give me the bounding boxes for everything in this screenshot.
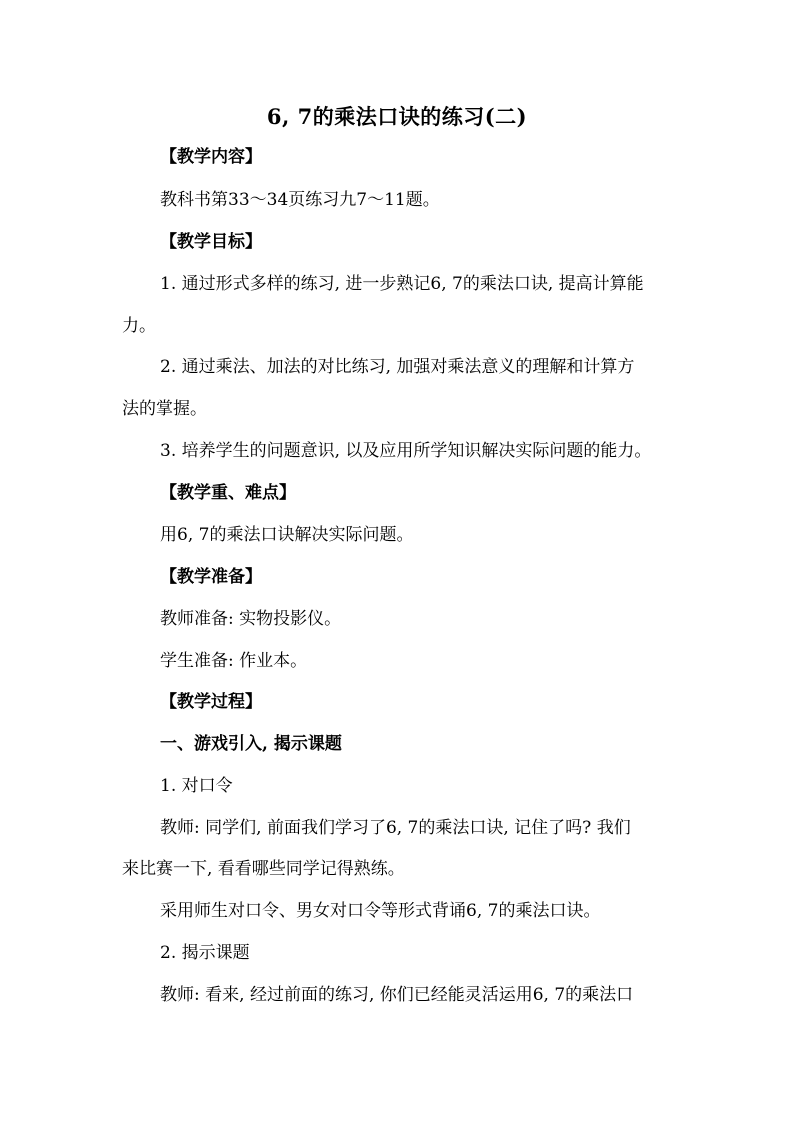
goal-3: 3. 培养学生的问题意识, 以及应用所学知识解决实际问题的能力。	[160, 441, 652, 461]
heading-preparation: 【教学准备】	[160, 567, 262, 587]
paragraph-student-prep: 学生准备: 作业本。	[160, 651, 308, 671]
document-title: 6, 7的乘法口诀的练习(二)	[266, 104, 528, 129]
section-heading-game-intro: 一、游戏引入, 揭示课题	[160, 734, 342, 754]
goal-1-line-1: 1. 通过形式多样的练习, 进一步熟记6, 7的乘法口诀, 提高计算能	[160, 274, 644, 294]
heading-key-points: 【教学重、难点】	[160, 483, 296, 503]
goal-1-line-2: 力。	[122, 316, 156, 336]
paragraph-textbook-pages: 教科书第33～34页练习九7～11题。	[160, 190, 440, 210]
teacher-dialogue-1-line-2: 来比赛一下, 看看哪些同学记得熟练。	[122, 859, 405, 879]
heading-teaching-process: 【教学过程】	[160, 692, 262, 712]
goal-2-line-1: 2. 通过乘法、加法的对比练习, 加强对乘法意义的理解和计算方	[160, 357, 635, 377]
subheading-rhyme-game: 1. 对口令	[160, 776, 233, 796]
heading-teaching-goals: 【教学目标】	[160, 232, 262, 252]
subheading-reveal-topic: 2. 揭示课题	[160, 943, 250, 963]
paragraph-recitation-methods: 采用师生对口令、男女对口令等形式背诵6, 7的乘法口诀。	[160, 901, 601, 921]
paragraph-teacher-prep: 教师准备: 实物投影仪。	[160, 609, 342, 629]
heading-teaching-content: 【教学内容】	[160, 147, 262, 167]
teacher-dialogue-1-line-1: 教师: 同学们, 前面我们学习了6, 7的乘法口诀, 记住了吗? 我们	[160, 818, 631, 838]
goal-2-line-2: 法的掌握。	[122, 399, 207, 419]
paragraph-key-points: 用6, 7的乘法口诀解决实际问题。	[160, 525, 414, 545]
teacher-dialogue-2-line-1: 教师: 看来, 经过前面的练习, 你们已经能灵活运用6, 7的乘法口	[160, 985, 634, 1005]
